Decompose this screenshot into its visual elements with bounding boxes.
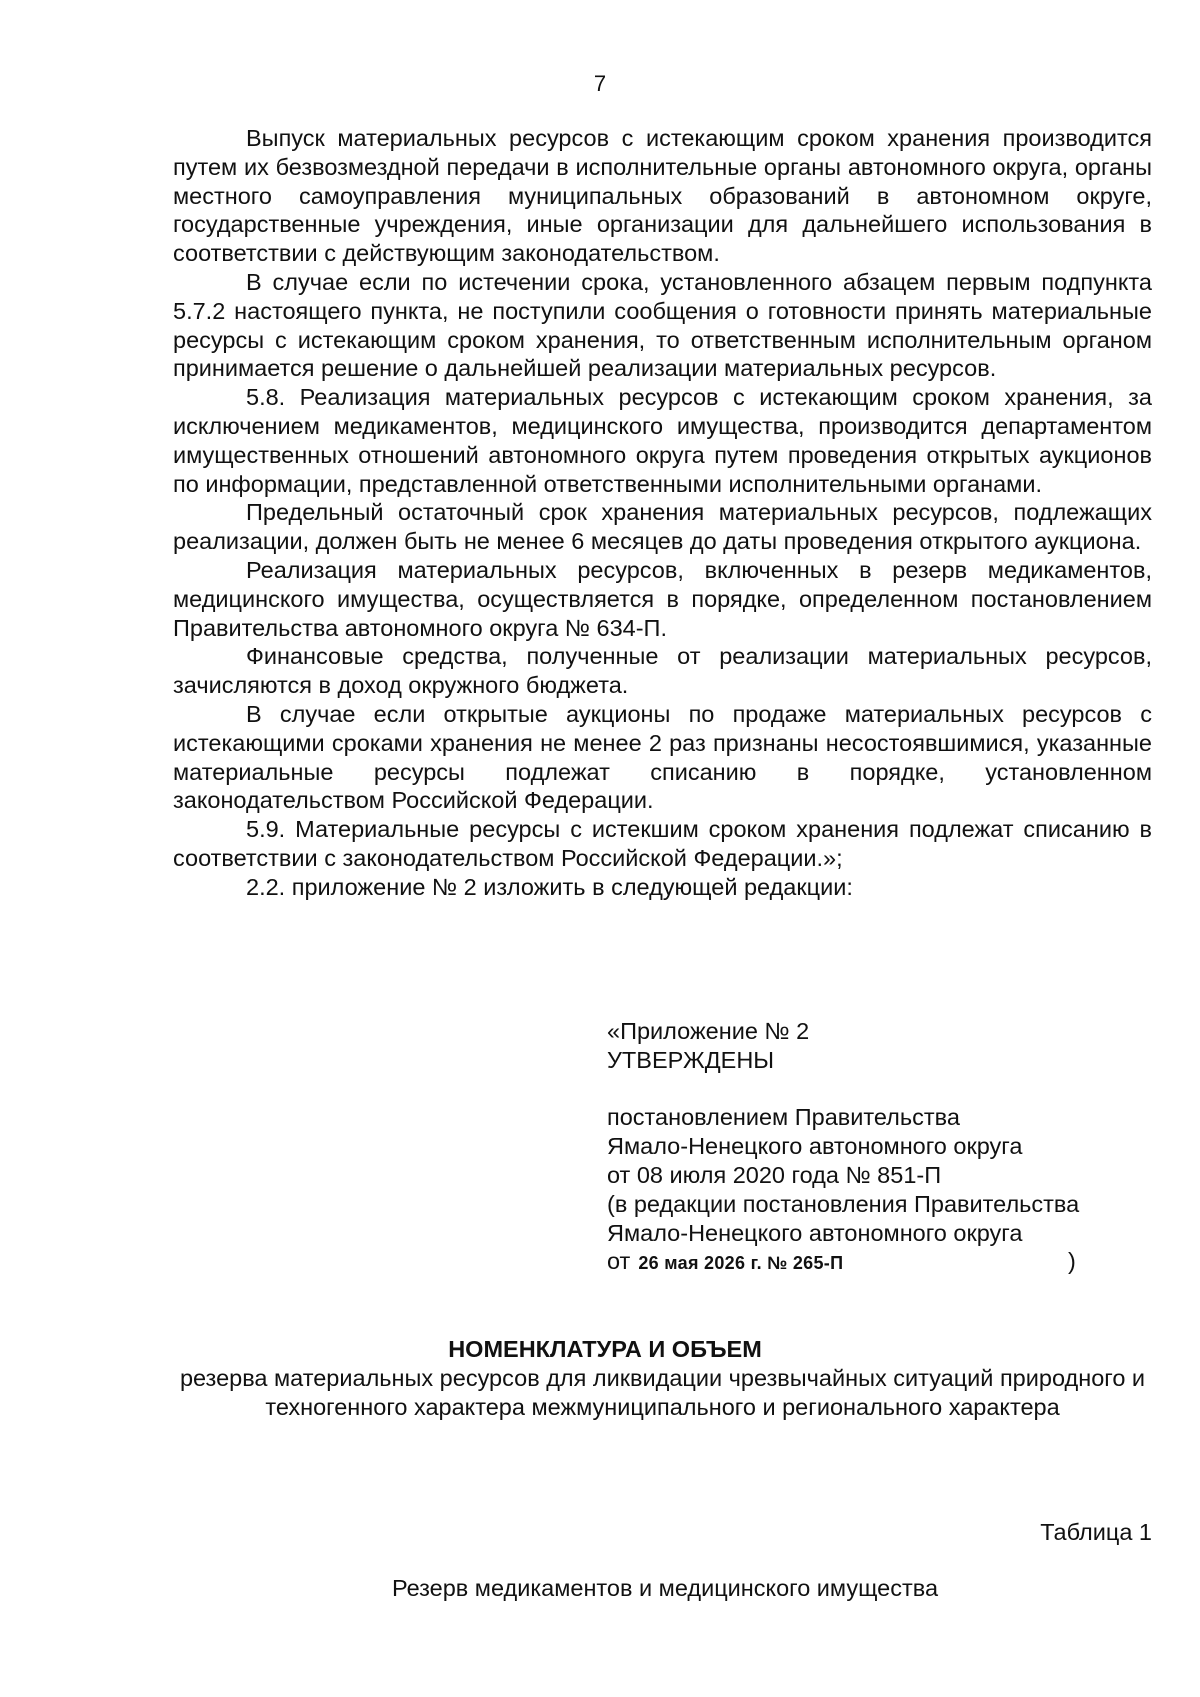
approval-label: УТВЕРЖДЕНЫ: [607, 1046, 775, 1073]
paragraph: Выпуск материальных ресурсов с истекающим сроком хранения производится путем их безвозмездной передачи в исполнительные органы автономного округа, органы местного самоуправления муниципальных образований в автономном округе, государственные учреждения, иные организации для дальнейшего использования в соответствии с действующим законодательством.: [173, 125, 1152, 267]
approval-line: Ямало-Ненецкого автономного округа: [607, 1219, 1023, 1246]
paragraph: Реализация материальных ресурсов, включенных в резерв медикаментов, медицинского имущества, осуществляется в порядке, определенном постановлением Правительства автономного округа № 634-П.: [173, 556, 1152, 641]
appendix-heading: «Приложение № 2: [607, 1018, 810, 1044]
spacer: [607, 1075, 1167, 1104]
paragraph: 5.8. Реализация материальных ресурсов с истекающим сроком хранения, за исключением медикаментов, медицинского имущества, производится департаментом имущественных отношений автономного округа путем проведения открытых аукционов по информации, представленной ответственными исполнительными органами.: [173, 384, 1152, 497]
appendix-approval-block: [607, 1017, 1167, 1278]
approval-line: постановлением Правительства: [607, 1104, 960, 1131]
table-label: Таблица 1: [1040, 1519, 1152, 1545]
approval-line: от 08 июля 2020 года № 851-П: [607, 1161, 942, 1188]
approval-date-line: [607, 1247, 1167, 1278]
paragraph: 2.2. приложение № 2 изложить в следующей редакции:: [246, 873, 853, 900]
date-value-stamp: 26 мая 2026 г. № 265-П: [638, 1253, 844, 1274]
section-subtitle: резерва материальных ресурсов для ликвидации чрезвычайных ситуаций природного и техногенного характера межмуниципального и регионального характера: [179, 1365, 1146, 1420]
table-caption: Резерв медикаментов и медицинского имущества: [391, 1575, 939, 1601]
approval-line: Ямало-Ненецкого автономного округа: [607, 1133, 1023, 1160]
date-prefix: от: [607, 1248, 631, 1275]
closing-parenthesis: ): [1068, 1248, 1076, 1275]
paragraph: В случае если открытые аукционы по продаже материальных ресурсов с истекающими сроками хранения не менее 2 раз признаны несостоявшимися, указанные материальные ресурсы подлежат списанию в порядке, установленном законодательством Российской Федерации.: [173, 700, 1152, 814]
paragraph: 5.9. Материальные ресурсы с истекшим сроком хранения подлежат списанию в соответствии с законодательством Российской Федерации.»;: [173, 816, 1152, 871]
section-title: НОМЕНКЛАТУРА И ОБЪЕМ: [448, 1336, 762, 1362]
paragraph: В случае если по истечении срока, установленного абзацем первым подпункта 5.7.2 настоящего пункта, не поступили сообщения о готовности принять материальные ресурсы с истекающим сроком хранения, то ответственным исполнительным органом принимается решение о дальнейшей реализации материальных ресурсов.: [173, 268, 1152, 382]
paragraph: Финансовые средства, полученные от реализации материальных ресурсов, зачисляются в доход окружного бюджета.: [173, 643, 1152, 699]
body-text: [173, 124, 1152, 902]
page-number: 7: [593, 71, 607, 96]
approval-line: (в редакции постановления Правительства: [607, 1190, 1080, 1217]
paragraph: Предельный остаточный срок хранения материальных ресурсов, подлежащих реализации, должен быть не менее 6 месяцев до даты проведения открытого аукциона.: [173, 499, 1152, 555]
